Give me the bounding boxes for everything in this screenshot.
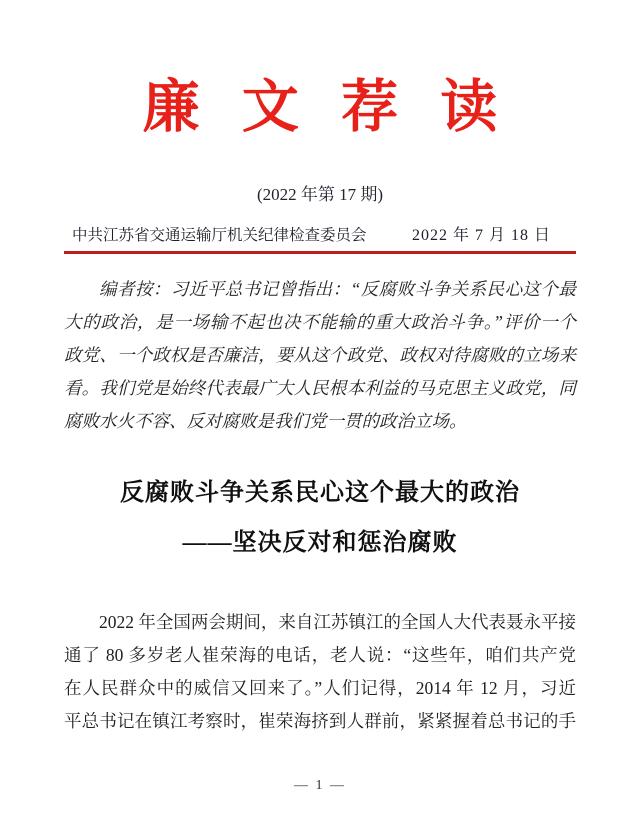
header-rule-divider bbox=[64, 251, 576, 254]
body-line: 通了 80 多岁老人崔荣海的电话，老人说：“这些年，咱们共产党 bbox=[64, 645, 576, 665]
page-number: — 1 — bbox=[294, 778, 346, 793]
editor-note-line: 大的政治，是一场输不起也决不能输的重大政治斗争。”评价一个 bbox=[64, 312, 576, 332]
editor-note-line: 看。我们党是始终代表最广大人民根本利益的马克思主义政党，同 bbox=[64, 378, 576, 398]
body-line: 在人民群众中的威信又回来了。”人们记得，2014 年 12 月，习近 bbox=[64, 678, 576, 698]
article-title: 反腐败斗争关系民心这个最大的政治 bbox=[120, 480, 520, 506]
publication-info-row bbox=[64, 224, 576, 248]
editor-note-line: 腐败水火不容、反对腐败是我们党一贯的政治立场。 bbox=[64, 411, 467, 431]
masthead-title: 廉 文 荐 读 bbox=[142, 76, 512, 139]
editor-note-line: 编者按：习近平总书记曾指出：“反腐败斗争关系民心这个最 bbox=[99, 279, 576, 299]
publisher-name: 中共江苏省交通运输厅机关纪律检查委员会 bbox=[72, 227, 367, 244]
editor-note bbox=[64, 273, 576, 438]
issue-number: (2022 年第 17 期) bbox=[256, 185, 384, 204]
publish-date: 2022 年 7 月 18 日 bbox=[411, 227, 551, 244]
body-line: 平总书记在镇江考察时，崔荣海挤到人群前，紧紧握着总书记的手 bbox=[64, 711, 576, 731]
body-line: 2022 年全国两会期间，来自江苏镇江的全国人大代表聂永平接 bbox=[99, 612, 576, 632]
document-page bbox=[64, 0, 576, 738]
article-body bbox=[64, 606, 576, 738]
editor-note-line: 政党、一个政权是否廉洁，要从这个政党、政权对待腐败的立场来 bbox=[64, 345, 576, 365]
article-subtitle: ——坚决反对和惩治腐败 bbox=[182, 530, 458, 556]
